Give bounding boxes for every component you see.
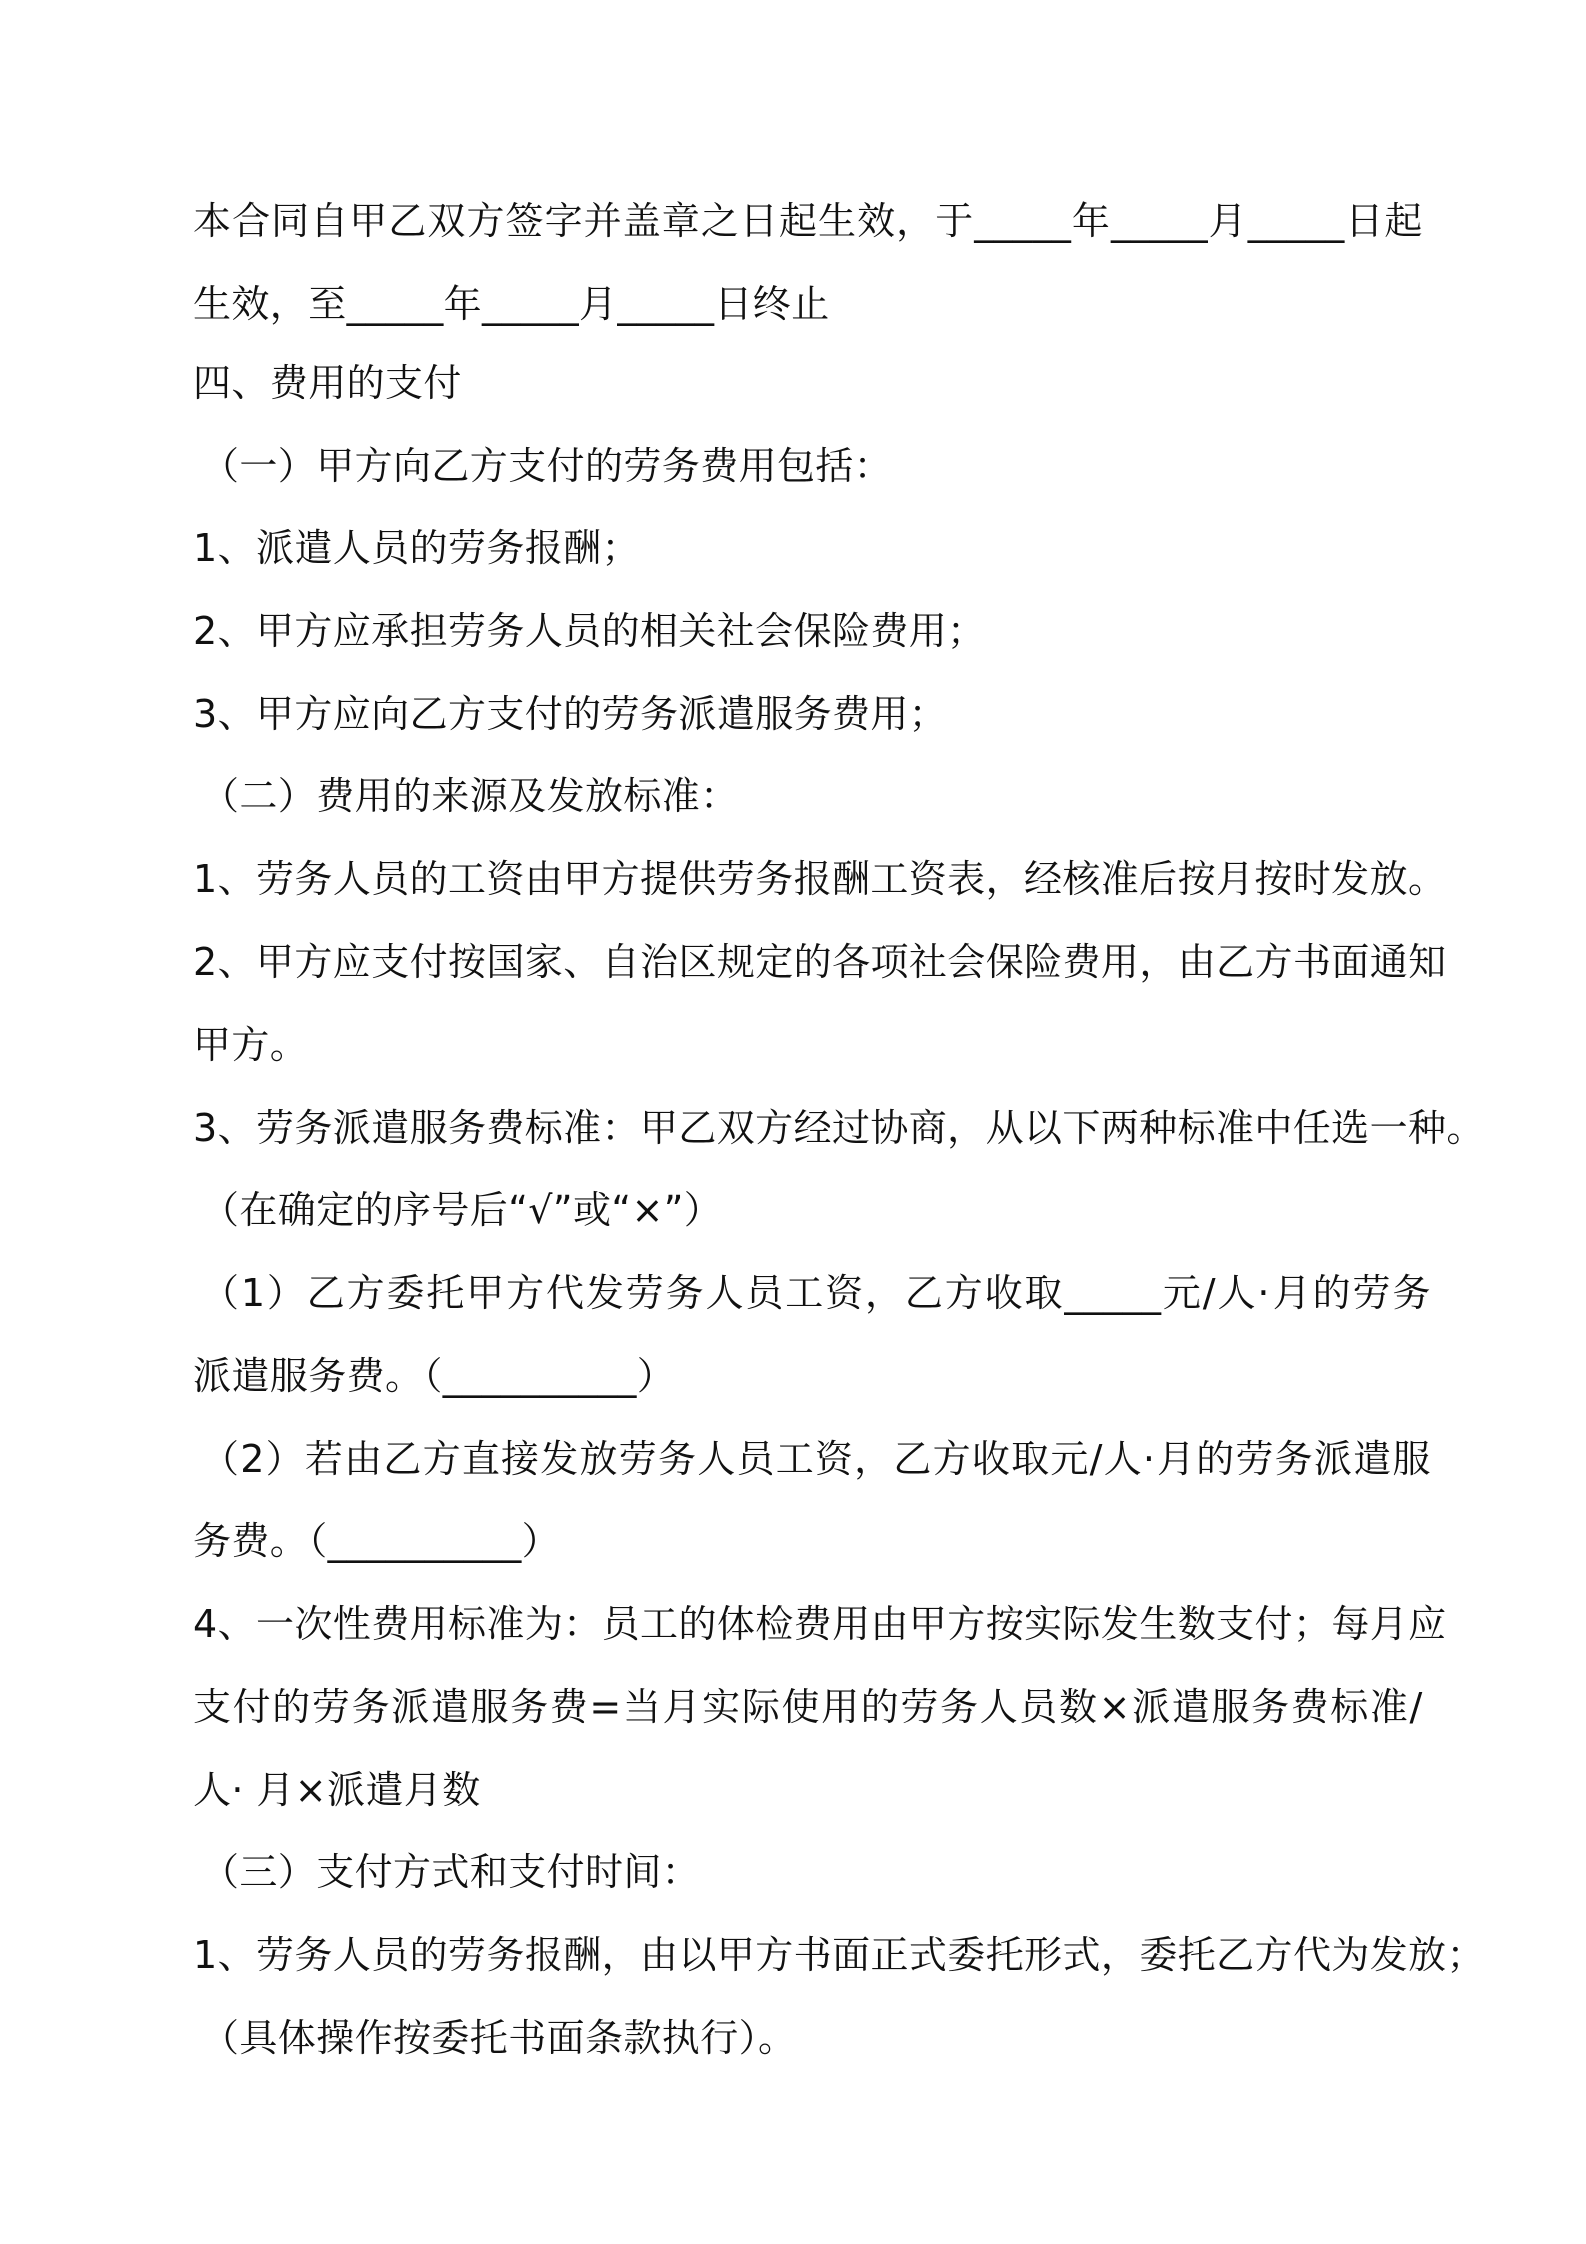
text-line: 本 合 同 自 甲 乙 双 方 签 字 并 盖 章 之 日 起 生 效 ， 于 _____ 年 _____ 月 _____ 日 起 [193, 199, 1423, 243]
list-item: （ 1 ） 乙 方 委 托 甲 方 代 发 劳 务 人 员 工 资 ， 乙 方 收 取 _____ 元 / 人 · 月 的 劳 务 [201, 1271, 1431, 1315]
list-item: 1 、 劳 务 人 员 的 劳 务 报 酬 ， 由 以 甲 方 书 面 正 式 委 托 形 式 ， 委 托 乙 方 代 为 发 放 ； [193, 1933, 1485, 1977]
list-item: 3、甲方应向乙方支付的劳务派遣服务费用； [193, 692, 948, 736]
text-line: 生效，至_____年_____月_____日终止 [193, 282, 830, 326]
text-line: 务费。（__________） [193, 1519, 561, 1563]
text-line: 甲方。 [193, 1023, 309, 1067]
list-item: 2、甲方应承担劳务人员的相关社会保险费用； [193, 609, 986, 653]
section-heading: 四、费用的支付 [193, 361, 462, 405]
list-item: 4 、 一 次 性 费 用 标 准 为 ： 员 工 的 体 检 费 用 由 甲 方 按 实 际 发 生 数 支 付 ； 每 月 应 [193, 1602, 1447, 1646]
list-item: 1、劳务人员的工资由甲方提供劳务报酬工资表，经核准后按月按时发放。 [193, 857, 1447, 901]
text-line: 派遣服务费。（__________） [193, 1354, 676, 1398]
text-line: （具体操作按委托书面条款执行）。 [201, 2016, 797, 2060]
subsection-heading: （三）支付方式和支付时间： [201, 1850, 701, 1894]
subsection-heading: （一）甲方向乙方支付的劳务费用包括： [201, 444, 893, 488]
list-item: （ 2 ） 若 由 乙 方 直 接 发 放 劳 务 人 员 工 资 ， 乙 方 收 取 元 / 人 · 月 的 劳 务 派 遣 服 [201, 1437, 1431, 1481]
text-line: （在确定的序号后“√”或“×”） [201, 1188, 723, 1232]
subsection-heading: （二）费用的来源及发放标准： [201, 774, 739, 818]
list-item: 2 、 甲 方 应 支 付 按 国 家 、 自 治 区 规 定 的 各 项 社 会 保 险 费 用 ， 由 乙 方 书 面 通 知 [193, 940, 1447, 984]
list-item: 1、派遣人员的劳务报酬； [193, 526, 640, 570]
text-line: 人· 月×派遣月数 [193, 1768, 481, 1812]
text-line: 支 付 的 劳 务 派 遣 服 务 费 = 当 月 实 际 使 用 的 劳 务 人 员 数 × 派 遣 服 务 费 标 准 / [193, 1685, 1423, 1729]
list-item: 3、劳务派遣服务费标准：甲乙双方经过协商，从以下两种标准中任选一种。 [193, 1106, 1485, 1150]
